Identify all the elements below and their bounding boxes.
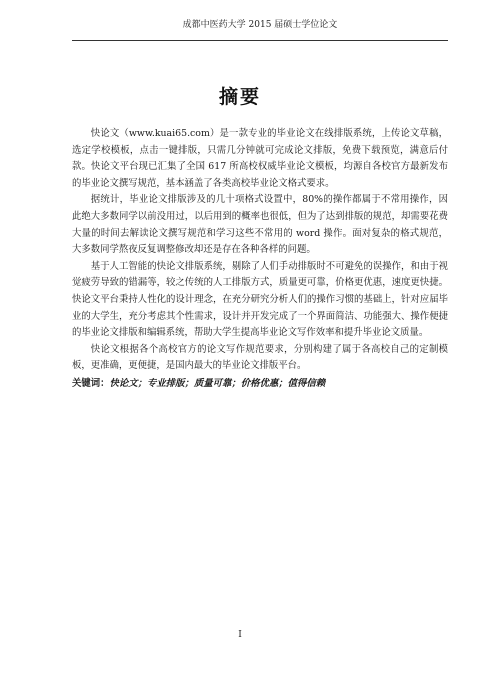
abstract-paragraph-2: 据统计，毕业论文排版涉及的几十项格式设置中，80%的操作都属于不常用操作，因此绝大多数同学以前没用过，以后用到的概率也很低，但为了达到排版的规范，却需要花费大量的时间去解读论文撰写规范和学习这些不常用的 word 操作。面对复杂的格式规范，大多数同学熬夜反复调整修改却还是存在各种各样的问题。 xyxy=(72,194,448,256)
abstract-paragraph-3: 基于人工智能的快论文排版系统，剔除了人们手动排版时不可避免的误操作，和由于视觉疲劳导致的错漏等，较之传统的人工排版方式，质量更可靠，价格更优惠，速度更快捷。快论文平台秉持人性化的设计理念，在充分研究分析人们的操作习惯的基础上，针对应届毕业的大学生，充分考虑其个性需求，设计并开发完成了一个界面简洁、功能强大、操作便捷的毕业论文排版和编辑系统，帮助大学生提高毕业论文写作效率和提升毕业论文质量。 xyxy=(72,260,448,339)
abstract-paragraph-1: 快论文（www.kuai65.com）是一款专业的毕业论文在线排版系统，上传论文草稿，选定学校模板，点击一键排版，只需几分钟就可完成论文排版，免费下载预览，满意后付款。快论文平台现已汇集了全国 617 所高校权威毕业论文模板，均源自各校官方最新发布的毕业论文撰写规范，基本涵盖了各类高校毕业论文格式要求。 xyxy=(72,128,448,189)
abstract-body xyxy=(72,126,448,393)
running-header: 成都中医药大学 2015 届硕士学位论文 xyxy=(182,20,338,30)
keywords-line xyxy=(72,376,448,393)
page-number: I xyxy=(238,630,242,640)
abstract-paragraph-4: 快论文根据各个高校官方的论文写作规范要求，分别构建了属于各高校自己的定制模板，更准确，更便捷，是国内最大的毕业论文排版平台。 xyxy=(72,343,448,372)
keywords-label: 关键词： xyxy=(72,377,110,389)
header-rule xyxy=(72,40,448,41)
keywords-value: 快论文；专业排版；质量可靠；价格优惠；值得信赖 xyxy=(109,377,326,389)
abstract-title: 摘要 xyxy=(218,86,261,108)
